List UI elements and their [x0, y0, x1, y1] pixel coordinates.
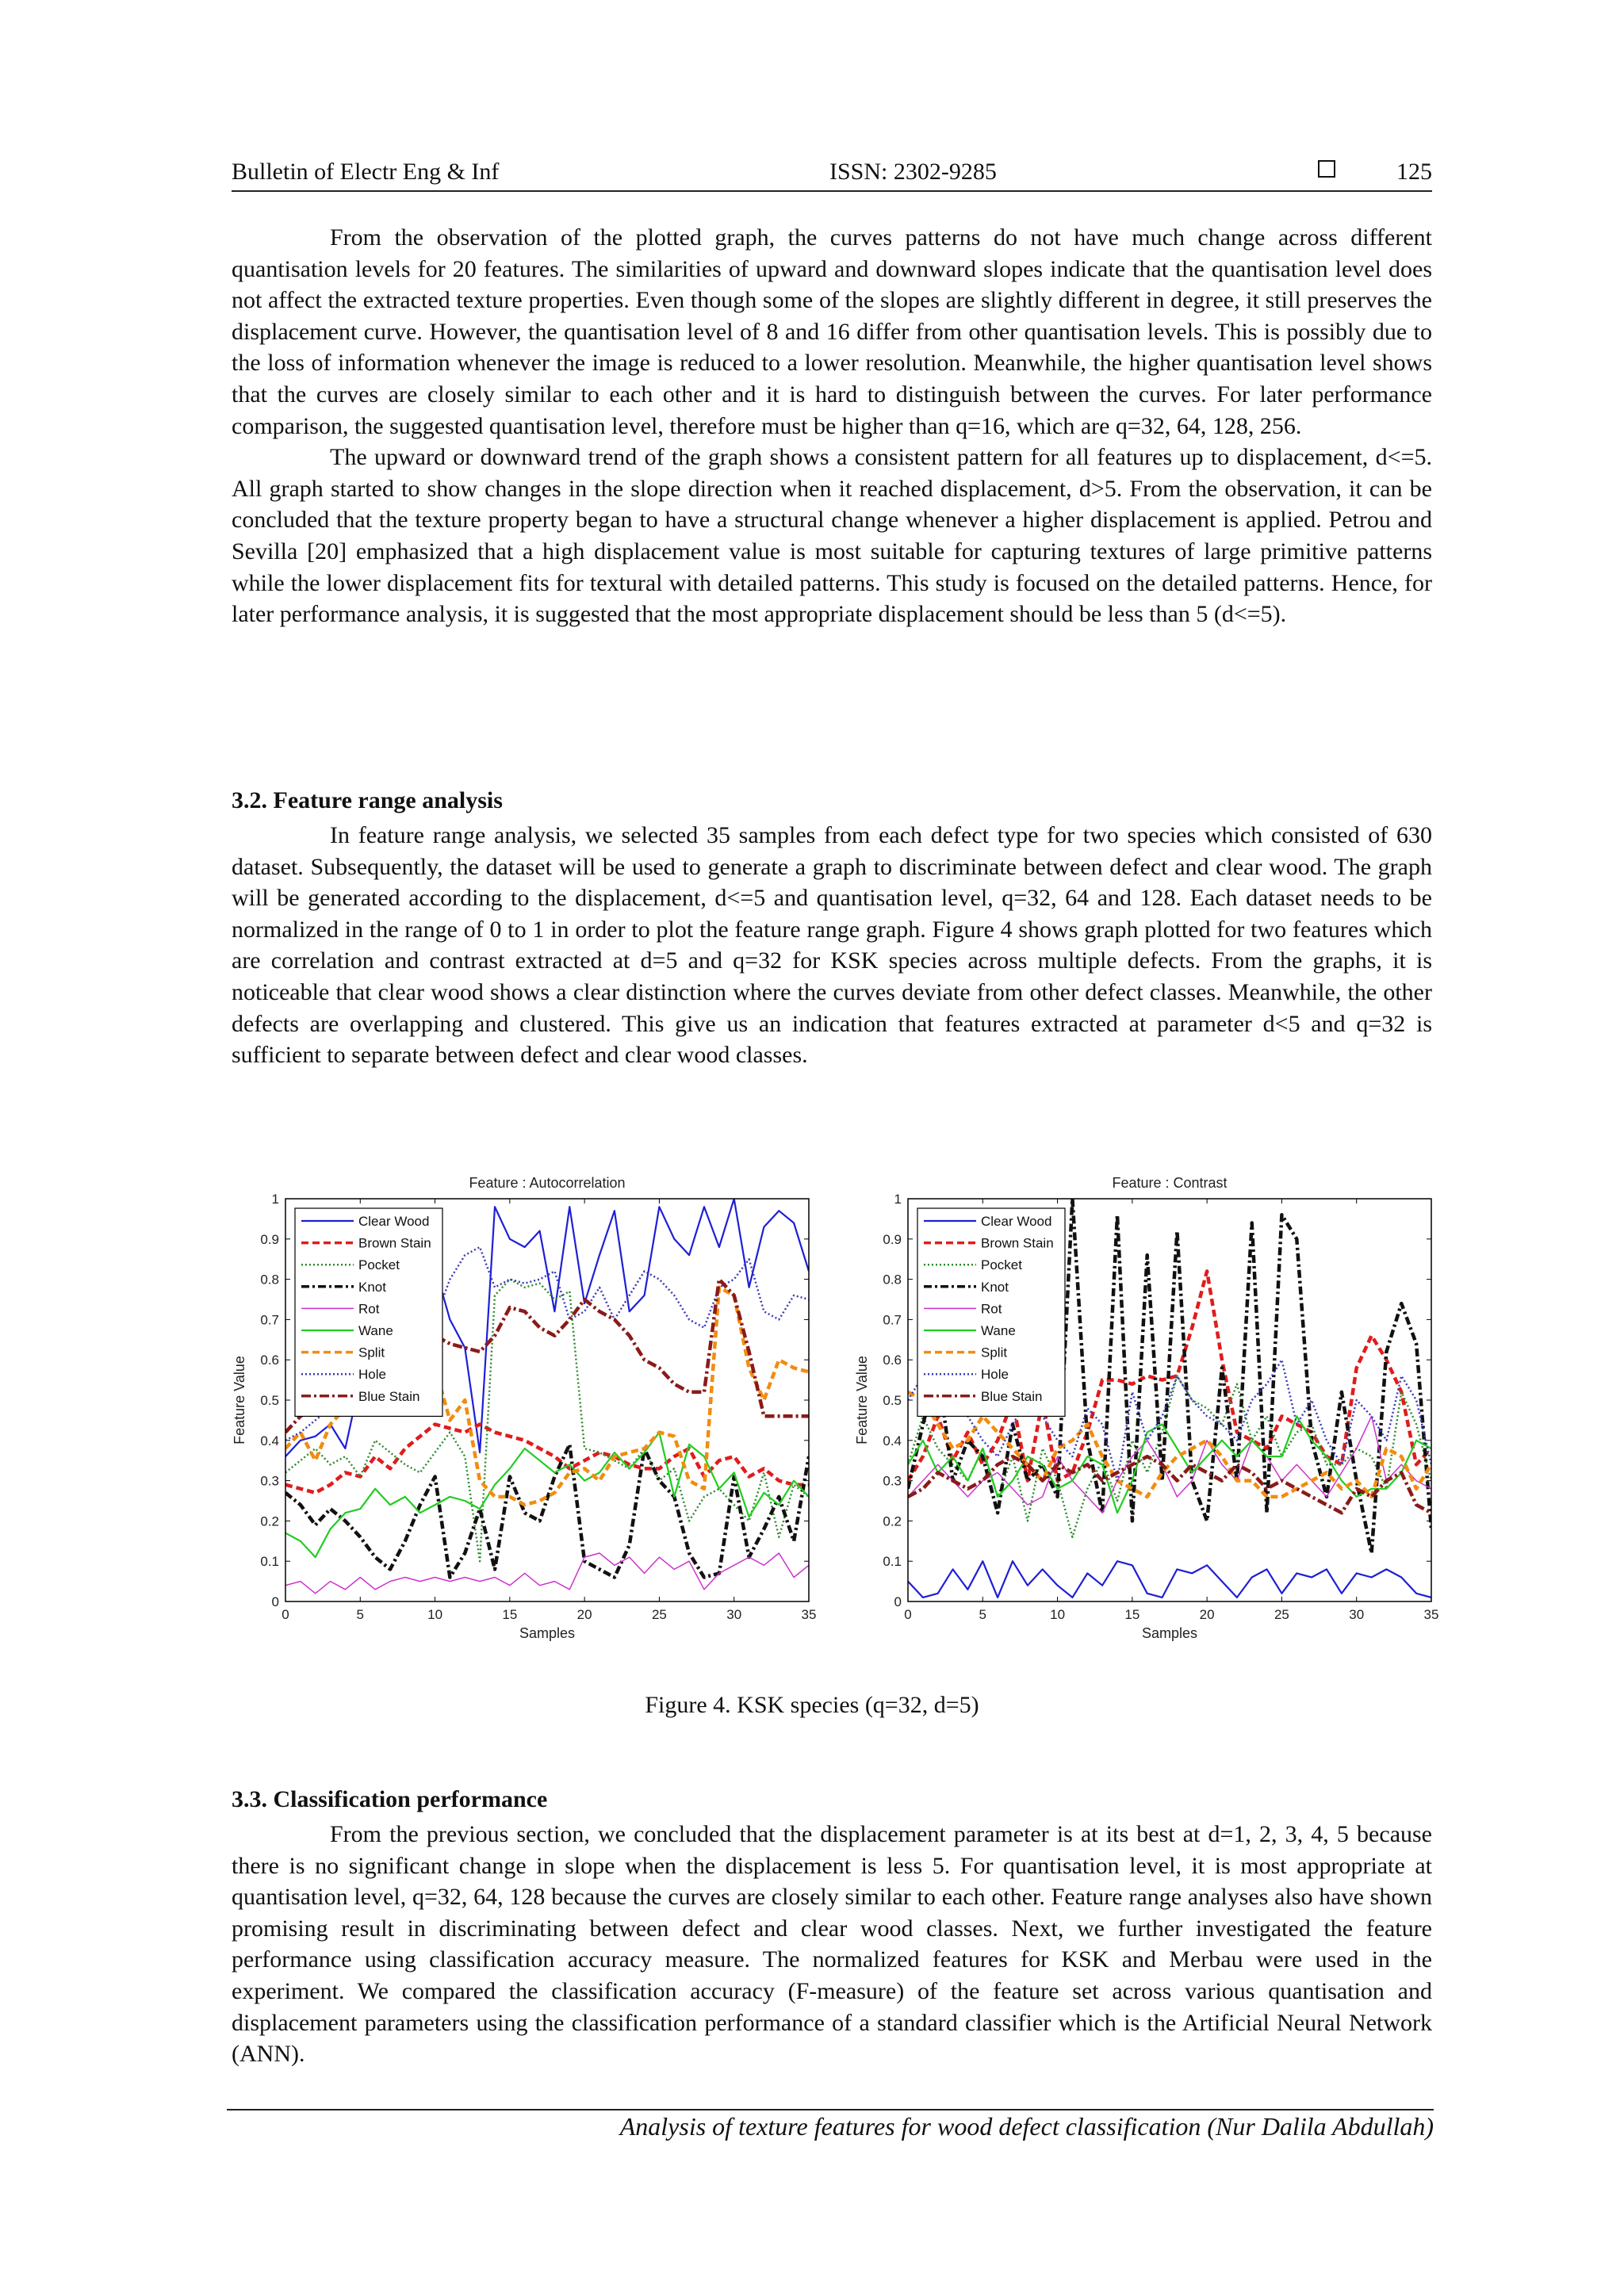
legend-label: Hole	[981, 1367, 1009, 1383]
legend-label: Pocket	[981, 1257, 1022, 1273]
paragraph-classification: From the previous section, we concluded that the displacement parameter is at its best at d=1, 2, 3, 4, 5 because there is no significant change in slope when the displacement is less 5. For quantisation level, it is most appropriate at quantisation level, q=32, 64, 128 because the curves are closely similar to each other. Feature range analyses also have shown promising result in discriminating between defect and clear wood classes. Next, we further investigated the feature performance using classification accuracy measure. The normalized features for KSK and Merbau were used in the experiment. We compared the classification accuracy (F-measure) of the feature set across various quantisation and displacement parameters using the classification performance of a standard classifier which is the Artificial Neural Network (ANN).	[232, 1821, 1432, 2068]
legend-label: Clear Wood	[358, 1214, 430, 1229]
x-tick-label: 10	[1050, 1607, 1066, 1622]
y-tick-label: 0.4	[883, 1433, 902, 1448]
body-text-classification	[232, 1819, 1432, 2070]
chart-title: Feature : Contrast	[1112, 1175, 1228, 1191]
legend-label: Brown Stain	[358, 1235, 431, 1251]
x-tick-label: 25	[651, 1607, 667, 1622]
figure-caption: Figure 4. KSK species (q=32, d=5)	[645, 1692, 979, 1718]
legend-label: Wane	[981, 1323, 1016, 1338]
x-tick-label: 15	[502, 1607, 518, 1622]
y-tick-label: 0	[894, 1594, 902, 1609]
legend-label: Blue Stain	[358, 1388, 420, 1404]
x-tick-label: 15	[1124, 1607, 1140, 1622]
y-tick-label: 0	[271, 1594, 279, 1609]
x-tick-label: 10	[427, 1607, 443, 1622]
y-axis-label: Feature Value	[854, 1356, 870, 1445]
y-tick-label: 1	[271, 1192, 279, 1207]
x-tick-label: 30	[1349, 1607, 1365, 1622]
y-tick-label: 1	[894, 1192, 902, 1207]
journal-name: Bulletin of Electr Eng & Inf	[232, 159, 500, 185]
x-tick-label: 20	[576, 1607, 592, 1622]
y-tick-label: 0.1	[883, 1554, 902, 1570]
legend-label: Hole	[358, 1367, 386, 1383]
legend-label: Clear Wood	[981, 1214, 1052, 1229]
x-axis-label: Samples	[519, 1625, 576, 1641]
x-tick-label: 35	[1423, 1607, 1439, 1622]
legend-label: Rot	[981, 1301, 1002, 1317]
y-tick-label: 0.3	[260, 1473, 279, 1489]
legend-label: Rot	[358, 1301, 380, 1317]
chart-title: Feature : Autocorrelation	[469, 1175, 626, 1191]
footer-citation: Analysis of texture features for wood defect classification (Nur Dalila Abdullah)	[619, 2112, 1434, 2141]
x-tick-label: 5	[979, 1607, 987, 1622]
legend-label: Wane	[358, 1323, 393, 1338]
y-tick-label: 0.2	[883, 1513, 902, 1529]
issn-label: ISSN: 2302-9285	[829, 159, 997, 185]
x-tick-label: 0	[282, 1607, 289, 1622]
paragraph-feature-range: In feature range analysis, we selected 35 samples from each defect type for two species which consisted of 630 dataset. Subsequently, the dataset will be used to generate a graph to discriminate between defect and clear wood. The graph will be generated according to the displacement, d<=5 and quantisation level, q=32, 64 and 128. Each dataset needs to be normalized in the range of 0 to 1 in order to plot the feature range graph. Figure 4 shows graph plotted for two features which are correlation and contrast extracted at d=5 and q=32 for KSK species across multiple defects. From the graphs, it is noticeable that clear wood shows a clear distinction where the curves deviate from other defect classes. Meanwhile, the other defects are overlapping and clustered. This give us an indication that features extracted at parameter d<5 and q=32 is sufficient to separate between defect and clear wood classes.	[232, 822, 1432, 1069]
paragraph-displacement: The upward or downward trend of the graph shows a consistent pattern for all features up to displacement, d<=5. All graph started to show changes in the slope direction when it reached displacement, d>5. From the observation, it can be concluded that the texture property began to have a structural change whenever a higher displacement is applied. Petrou and Sevilla [20] emphasized that a high displacement value is most suitable for capturing textures of large primitive patterns while the lower displacement fits for textural with detailed patterns. This study is focused on the detailed patterns. Hence, for later performance analysis, it is suggested that the most appropriate displacement should be less than 5 (d<=5).	[232, 444, 1432, 628]
legend-label: Pocket	[358, 1257, 400, 1273]
y-tick-label: 0.8	[260, 1272, 279, 1288]
legend-label: Knot	[358, 1279, 386, 1295]
y-tick-label: 0.9	[260, 1231, 279, 1247]
y-tick-label: 0.3	[883, 1473, 902, 1489]
page-header	[232, 155, 1432, 192]
legend-label: Brown Stain	[981, 1235, 1054, 1251]
x-tick-label: 25	[1274, 1607, 1289, 1622]
legend-label: Knot	[981, 1279, 1009, 1295]
footer-rule	[227, 2109, 1434, 2110]
y-axis-label: Feature Value	[232, 1356, 247, 1445]
section-heading-feature-range: 3.2. Feature range analysis	[232, 787, 503, 813]
y-tick-label: 0.1	[260, 1554, 279, 1570]
y-tick-label: 0.6	[260, 1353, 279, 1368]
y-tick-label: 0.8	[883, 1272, 902, 1288]
body-text-feature-range	[232, 820, 1432, 1071]
legend-label: Split	[981, 1345, 1008, 1360]
page-number: 125	[1396, 159, 1432, 185]
body-text-top	[232, 222, 1432, 630]
x-tick-label: 30	[726, 1607, 742, 1622]
y-tick-label: 0.6	[883, 1353, 902, 1368]
x-tick-label: 35	[801, 1607, 817, 1622]
x-tick-label: 5	[356, 1607, 365, 1622]
y-tick-label: 0.5	[260, 1393, 279, 1408]
x-tick-label: 20	[1199, 1607, 1215, 1622]
chart-autocorrelation	[222, 1165, 825, 1657]
y-tick-label: 0.2	[260, 1513, 279, 1529]
y-tick-label: 0.5	[883, 1393, 902, 1408]
paragraph-quantisation: From the observation of the plotted graph, the curves patterns do not have much change across different quantisation levels for 20 features. The similarities of upward and downward slopes indicate that the quantisation level does not affect the extracted texture properties. Even though some of the slopes are slightly different in degree, it still preserves the displacement curve. However, the quantisation level of 8 and 16 differ from other quantisation levels. This is possibly due to the loss of information whenever the image is reduced to a lower resolution. Meanwhile, the higher quantisation level shows that the curves are closely similar to each other and it is hard to distinguish between the curves. For later performance comparison, the suggested quantisation level, therefore must be higher than q=16, which are q=32, 64, 128, 256.	[232, 224, 1432, 439]
chart-contrast	[845, 1165, 1447, 1657]
y-tick-label: 0.7	[883, 1312, 902, 1328]
checkbox-square-icon	[1318, 160, 1335, 178]
legend-label: Blue Stain	[981, 1388, 1043, 1404]
section-heading-classification: 3.3. Classification performance	[232, 1786, 548, 1812]
y-tick-label: 0.4	[260, 1433, 279, 1448]
y-tick-label: 0.7	[260, 1312, 279, 1328]
x-axis-label: Samples	[1141, 1625, 1198, 1641]
legend-label: Split	[358, 1345, 385, 1360]
x-tick-label: 0	[904, 1607, 912, 1622]
y-tick-label: 0.9	[883, 1231, 902, 1247]
